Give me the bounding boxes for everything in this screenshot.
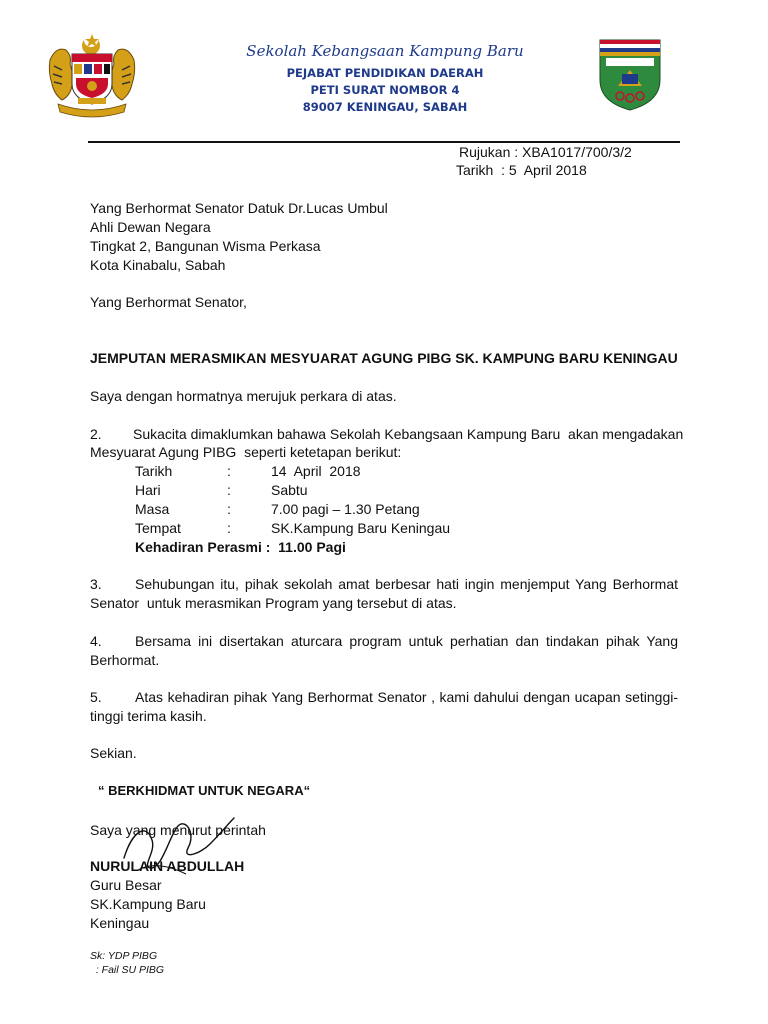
para3-number: 3.: [90, 576, 102, 592]
letterhead-po-box: PETI SURAT NOMBOR 4: [310, 83, 460, 97]
malaysia-coat-of-arms-icon: [44, 30, 140, 120]
header-divider: [88, 141, 680, 143]
para5-line2: tinggi terima kasih.: [90, 708, 207, 724]
schedule-separator: :: [227, 482, 231, 498]
schedule-value: Sabtu: [271, 482, 308, 498]
para3-line1: Sehubungan itu, pihak sekolah amat berbesar hati ingin menjemput Yang Berhormat: [135, 576, 678, 592]
signatory-name: NURULAIN ABDULLAH: [90, 858, 245, 874]
letter-date: Tarikh : 5 April 2018: [456, 162, 587, 178]
schedule-label: Masa: [135, 501, 170, 517]
schedule-value: SK.Kampung Baru Keningau: [271, 520, 451, 536]
school-name: Sekolah Kebangsaan Kampung Baru: [246, 42, 524, 60]
school-badge-icon: [598, 38, 662, 112]
signatory-school: SK.Kampung Baru: [90, 896, 206, 912]
letter-subject: JEMPUTAN MERASMIKAN MESYUARAT AGUNG PIBG SK. KAMPUNG BARU KENINGAU: [90, 350, 678, 366]
signatory-title: Guru Besar: [90, 877, 162, 893]
cc-line: : Fail SU PIBG: [90, 964, 165, 976]
para3-line2: Senator untuk merasmikan Program yang tersebut di atas.: [90, 595, 457, 611]
para4-line1: Bersama ini disertakan aturcara program untuk perhatian dan tindakan pihak Yang: [135, 633, 678, 649]
intro-paragraph: Saya dengan hormatnya merujuk perkara di atas.: [90, 388, 397, 404]
para5-number: 5.: [90, 689, 102, 705]
signatory-place: Keningau: [90, 915, 150, 931]
schedule-separator: :: [227, 520, 231, 536]
schedule-value: 14 April 2018: [271, 463, 361, 479]
para2-line2: Mesyuarat Agung PIBG seperti ketetapan berikut:: [90, 444, 402, 460]
para2-number: 2.: [90, 426, 102, 442]
para4-line2: Berhormat.: [90, 652, 160, 668]
recipient-name: Yang Berhormat Senator Datuk Dr.Lucas Umbul: [90, 200, 388, 216]
recipient-address-line: Tingkat 2, Bangunan Wisma Perkasa: [90, 238, 321, 254]
letterhead-office: PEJABAT PENDIDIKAN DAERAH: [286, 66, 484, 80]
para4-number: 4.: [90, 633, 102, 649]
cc-line: Sk: YDP PIBG: [90, 950, 158, 962]
letterhead-postcode: 89007 KENINGAU, SABAH: [302, 100, 468, 114]
recipient-city: Kota Kinabalu, Sabah: [90, 257, 226, 273]
schedule-label: Hari: [135, 482, 161, 498]
schedule-separator: :: [227, 501, 231, 517]
motto: “ BERKHIDMAT UNTUK NEGARA“: [98, 783, 311, 798]
schedule-label: Tarikh: [135, 463, 173, 479]
schedule-separator: :: [227, 463, 231, 479]
para2-line1: Sukacita dimaklumkan bahawa Sekolah Kebangsaan Kampung Baru akan mengadakan: [133, 426, 684, 442]
guest-arrival-time: Kehadiran Perasmi : 11.00 Pagi: [135, 539, 346, 555]
salutation: Yang Berhormat Senator,: [90, 294, 247, 310]
schedule-label: Tempat: [135, 520, 181, 536]
reference-number: Rujukan : XBA1017/700/3/2: [459, 144, 632, 160]
yours-faithfully: Saya yang menurut perintah: [90, 822, 266, 838]
recipient-title: Ahli Dewan Negara: [90, 219, 211, 235]
schedule-value: 7.00 pagi – 1.30 Petang: [271, 501, 420, 517]
closing: Sekian.: [90, 745, 137, 761]
para5-line1: Atas kehadiran pihak Yang Berhormat Senator , kami dahului dengan ucapan setinggi-: [135, 689, 678, 705]
